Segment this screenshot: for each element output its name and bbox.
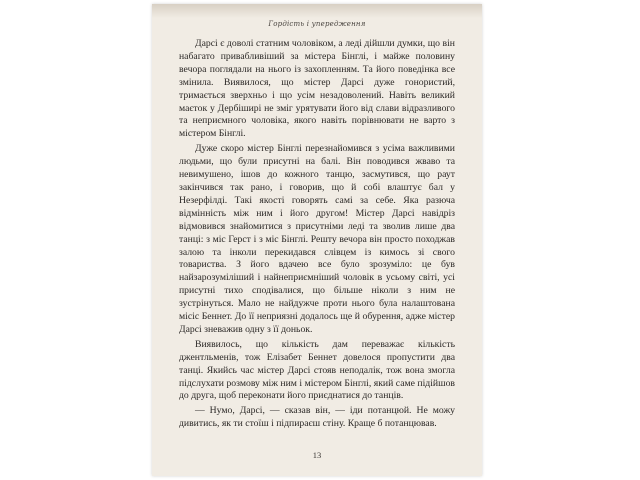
paragraph: Дуже скоро містер Бінглі перезнайомився з усіма важливими людьми, що були присутні на балі. Він поводився жваво та невимушено, ішов до кожного танцю, засмутився, що раут закінчився так рано, і говорив, що й собі влаштує бал у Незерфілді. Такі якості говорять самі за себе. Яка разюча відмінність між ним і його другом! Містер Дарсі навідріз відмовився знайомитися з присутніми леді та зволив лише два танці: з міс Герст і з міс Бінглі. Решту вечора він просто походжав залою та інколи перекидався слівцем із кимось зі свого товариства. З його вдачею все було зрозуміло: це був найзарозуміліший і найнеприємніший чоловік в усьому світі, усі присутні тихо сподівалися, що більше ніколи з ним не зустрінуться. Мало не найдужче проти нього була налаштована місіс Беннет. До її неприязні додалось ще й обурення, адже містер Дарсі зневажив одну з її доньок.	[179, 143, 455, 335]
page-number: 13	[312, 450, 322, 460]
paragraph: Дарсі є доволі статним чоловіком, а леді дійшли думки, що він набагато привабливіший за містера Бінглі, і майже половину вечора поглядали на нього із захопленням. Та його поведінка все змінила. Виявилося, що містер Дарсі дуже гонористий, тримається зверхньо і що усім незадоволений. Навіть великий маєток у Дербіширі не зміг урятувати його від слави відразливого та неприємного чоловіка, якого навіть порівнювати не варто з містером Бінглі.	[179, 38, 455, 140]
paragraph: — Нумо, Дарсі, — сказав він, — іди потанцюй. Не можу дивитись, як ти стоїш і підпираєш стіну. Краще б потанцював.	[179, 405, 455, 430]
page-body	[179, 38, 455, 431]
paragraph: Виявилось, що кількість дам переважає кількість джентльменів, тож Елізабет Беннет довелося пропустити два танці. Якийсь час містер Дарсі стояв неподалік, тож вона змогла підслухати розмову між ним і містером Бінглі, який саме підійшов до друга, щоб переконати його приєднатися до танців.	[179, 338, 455, 402]
book-page	[152, 4, 482, 476]
running-header: Гордість і упередження	[268, 20, 366, 28]
